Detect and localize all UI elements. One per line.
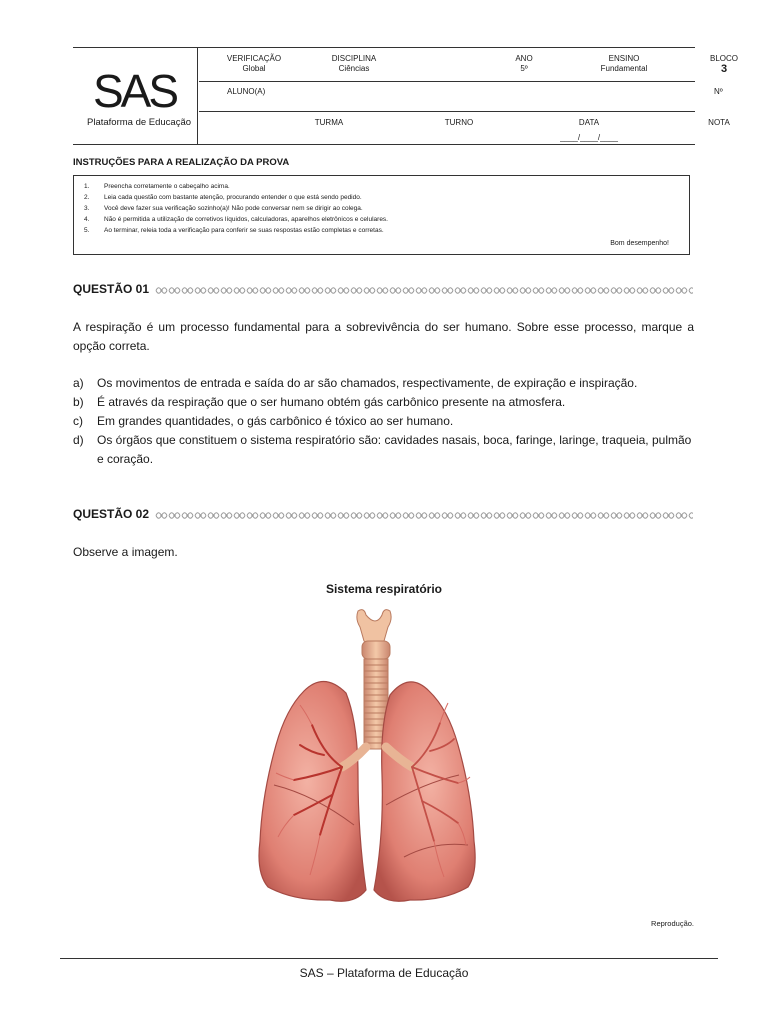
ano-cell: ANO 5º: [515, 54, 533, 73]
image-credit: Reprodução.: [651, 919, 694, 928]
figure-title: Sistema respiratório: [325, 582, 443, 596]
instruction-item: 2. Leia cada questão com bastante atenção, procurando entender o que está sendo pedido.: [84, 194, 362, 201]
instruction-item: 5. Ao terminar, releia toda a verificação para conferir se suas respostas estão completas e corretas.: [84, 227, 384, 234]
instructions-box: [73, 175, 690, 255]
numero-field[interactable]: Nº: [714, 87, 723, 96]
question-02-statement: Observe a imagem.: [73, 545, 178, 559]
question-01-option-b[interactable]: b) É através da respiração que o ser humano obtém gás carbônico presente na atmosfera.: [73, 395, 566, 409]
question-01-title: QUESTÃO 01: [73, 282, 150, 296]
ensino-cell: ENSINO Fundamental: [600, 54, 648, 73]
exam-header: [73, 47, 738, 145]
footer-text: SAS – Plataforma de Educação: [299, 966, 469, 980]
turno-field[interactable]: TURNO: [444, 118, 474, 127]
instruction-item: 3. Você deve fazer sua verificação sozinho(a)! Não pode conversar nem se dirigir ao colega.: [84, 205, 363, 212]
logo-cell: [73, 48, 198, 145]
aluno-field[interactable]: ALUNO(A): [227, 87, 266, 96]
decorative-band: [155, 284, 693, 297]
instruction-item: 4. Não é permitida a utilização de corretivos líquidos, calculadoras, aparelhos eletrônicos e celulares.: [84, 216, 388, 223]
question-02-title: QUESTÃO 02: [73, 507, 150, 521]
logo-subtitle: Plataforma de Educação: [87, 117, 192, 128]
sas-logo: SAS: [93, 65, 177, 117]
question-01-option-d[interactable]: d) Os órgãos que constituem o sistema respiratório são: cavidades nasais, boca, faringe, laringe, traqueia, pulmão e coração.: [73, 433, 692, 466]
question-01-option-a[interactable]: a) Os movimentos de entrada e saída do ar são chamados, respectivamente, de expiração e inspiração.: [73, 376, 638, 390]
question-01-option-c[interactable]: c) Em grandes quantidades, o gás carbônico é tóxico ao ser humano.: [73, 414, 454, 428]
footer-divider: [60, 958, 718, 959]
header-row-3: [199, 112, 730, 145]
disciplina-cell: DISCIPLINA Ciências: [331, 54, 377, 73]
bloco-cell: BLOCO 3: [709, 54, 738, 75]
instructions-title: INSTRUÇÕES PARA A REALIZAÇÃO DA PROVA: [73, 157, 290, 168]
instruction-item: 1. Preencha corretamente o cabeçalho acima.: [84, 183, 230, 190]
verificacao-cell: VERIFICAÇÃO Global: [226, 54, 282, 73]
turma-field[interactable]: TURMA: [314, 118, 344, 127]
header-row-1: [199, 48, 738, 82]
question-01-statement: A respiração é um processo fundamental para a sobrevivência do ser humano. Sobre esse processo, marque a opção correta.: [73, 320, 694, 353]
header-row-2: [199, 82, 723, 112]
respiratory-system-illustration: [254, 605, 479, 915]
decorative-band: [155, 509, 693, 522]
instructions-closing: Bom desempenho!: [610, 240, 669, 247]
nota-field[interactable]: NOTA: [708, 118, 730, 127]
data-field[interactable]: DATA ____/____/____: [560, 118, 618, 142]
